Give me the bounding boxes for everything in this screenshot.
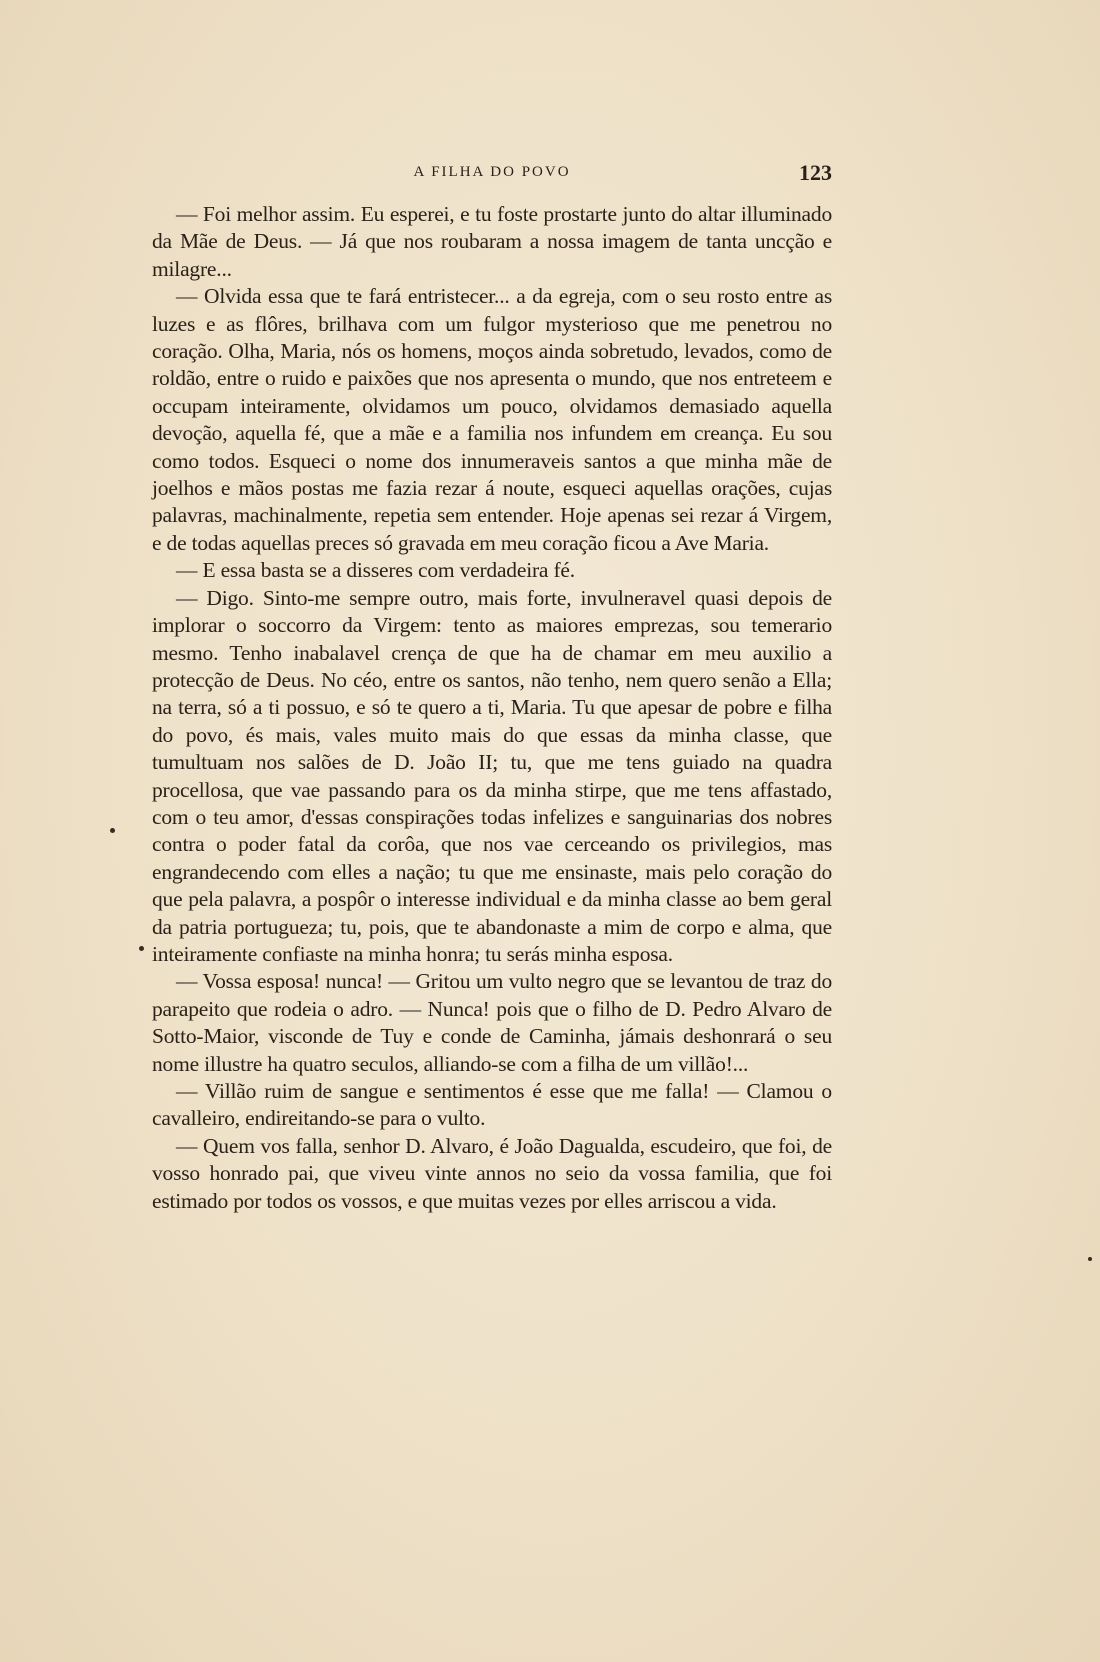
paragraph: — Villão ruim de sangue e sentimentos é esse que me falla! — Clamou o cavalleiro, endireitando-se para o vulto.	[152, 1079, 832, 1131]
paragraph: — Vossa esposa! nunca! — Gritou um vulto negro que se levantou de traz do parapeito que rodeia o adro. — Nunca! pois que o filho de D. Pedro Alvaro de Sotto-Maior, visconde de Tuy e conde de Caminha, jámais deshonrará o seu nome illustre ha quatro seculos, alliando-se com a filha de um villão!...	[152, 969, 832, 1076]
paragraph: — Digo. Sinto-me sempre outro, mais forte, invulneravel quasi depois de implorar o soccorro da Virgem: tento as maiores emprezas, sou temerario mesmo. Tenho inabalavel crença de que ha de chamar em meu auxilio a protecção de Deus. No céo, entre os santos, não tenho, nem quero senão a Ella; na terra, só a ti possuo, e só te quero a ti, Maria. Tu que apesar de pobre e filha do povo, és mais, vales muito mais do que essas da minha classe, que tumultuam nos salões de D. João II; tu, que me tens guiado na quadra procellosa, que vae passando para os da minha stirpe, que me tens affastado, com o teu amor, d'essas conspirações todas infelizes e sanguinarias dos nobres contra o poder fatal da corôa, que nos vae cerceando os privilegios, mas engrandecendo com elles a nação; tu que me ensinaste, mais pelo coração do que pela palavra, a pospôr o interesse individual e da minha classe ao bem geral da patria portugueza; tu, pois, que te abandonaste a mim de corpo e alma, que inteiramente confiaste na minha honra; tu serás minha esposa.	[152, 585, 832, 966]
body-text	[152, 201, 832, 1215]
paragraph: — E essa basta se a disseres com verdadeira fé.	[176, 558, 575, 583]
paragraph: — Olvida essa que te fará entristecer... a da egreja, com o seu rosto entre as luzes e as flôres, brilhava com um fulgor mysterioso que me penetrou no coração. Olha, Maria, nós os homens, moços ainda sobretudo, levados, como de roldão, entre o ruido e paixões que nos apresenta o mundo, que nos entreteem e occupam inteiramente, olvidamos um pouco, olvidamos demasiado aquella devoção, aquella fé, que a mãe e a familia nos infundem em creança. Eu sou como todos. Esqueci o nome dos innumeraveis santos a que minha mãe de joelhos e mãos postas me fazia rezar á noute, esqueci aquellas orações, cujas palavras, machinalmente, repetia sem entender. Hoje apenas sei rezar á Virgem, e de todas aquellas preces só gravada em meu coração ficou a Ave Maria.	[152, 284, 832, 555]
ink-speck	[139, 946, 144, 951]
paragraph: — Foi melhor assim. Eu esperei, e tu foste prostarte junto do altar illuminado da Mãe de Deus. — Já que nos roubaram a nossa imagem de tanta uncção e milagre...	[152, 202, 832, 281]
page-number: 123	[799, 160, 832, 185]
paragraph: — Quem vos falla, senhor D. Alvaro, é João Dagualda, escudeiro, que foi, de vosso honrado pai, que viveu vinte annos no seio da vossa familia, que foi estimado por todos os vossos, e que muitas vezes por elles arriscou a vida.	[152, 1133, 832, 1213]
ink-speck	[110, 828, 115, 833]
running-head	[152, 160, 832, 190]
ink-speck	[1088, 1257, 1092, 1261]
running-title: A FILHA DO POVO	[413, 164, 571, 180]
